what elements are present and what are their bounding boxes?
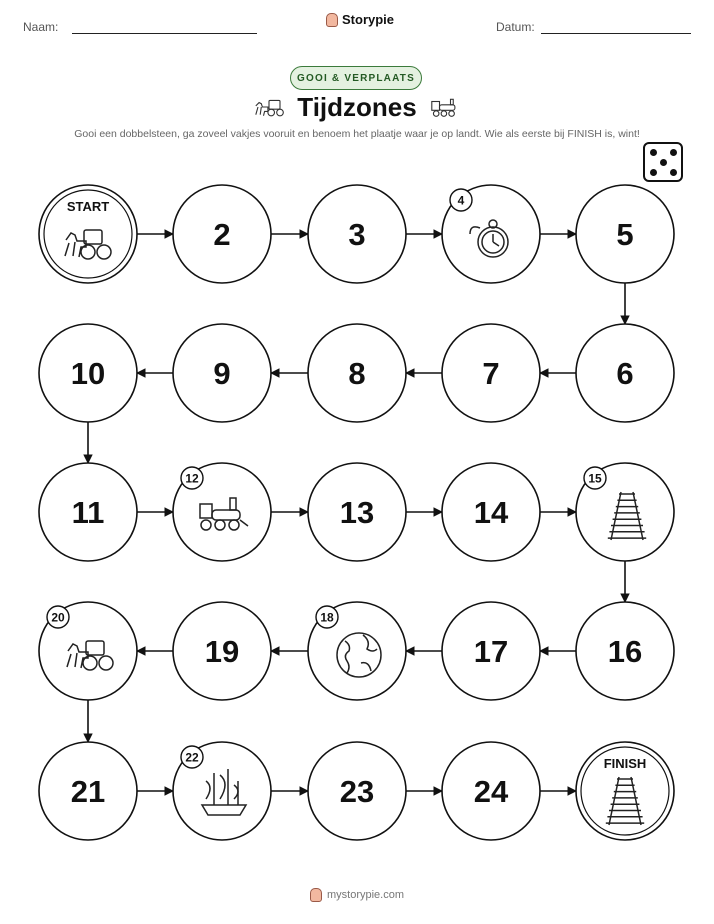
space-number: 6 <box>616 356 634 391</box>
board-space <box>308 463 406 561</box>
space-number: 24 <box>473 774 509 809</box>
footer-text: mystorypie.com <box>326 889 405 901</box>
board-space <box>308 742 406 840</box>
board-space <box>308 185 406 283</box>
space-number: 13 <box>339 495 375 530</box>
board-space <box>442 463 540 561</box>
board-space <box>576 324 674 422</box>
space-number: 7 <box>482 356 500 391</box>
space-number: 23 <box>339 774 375 809</box>
finish-space <box>576 742 674 840</box>
board-space <box>442 324 540 422</box>
space-number: 19 <box>204 634 240 669</box>
space-number-badge: 4 <box>457 193 465 208</box>
board-space <box>576 463 674 561</box>
board-space <box>39 602 137 700</box>
board-space <box>442 185 540 283</box>
board-space <box>39 324 137 422</box>
space-number: 21 <box>70 774 106 809</box>
logo-text: Storypie <box>342 12 395 27</box>
board-space <box>576 602 674 700</box>
space-number-badge: 15 <box>588 471 602 486</box>
space-number: 5 <box>616 217 634 252</box>
space-label: FINISH <box>603 756 647 771</box>
space-number: 2 <box>213 217 231 252</box>
space-number: 9 <box>213 356 231 391</box>
board-space <box>576 185 674 283</box>
board-space <box>308 602 406 700</box>
storypie-mascot-icon <box>310 888 322 902</box>
space-number: 14 <box>473 495 509 530</box>
activity-badge: GOOI & VERPLAATS <box>290 66 422 90</box>
name-label: Naam: <box>23 20 59 34</box>
space-label: START <box>66 199 110 214</box>
space-number: 17 <box>473 634 509 669</box>
board-space <box>442 742 540 840</box>
board-space <box>39 742 137 840</box>
instructions: Gooi een dobbelsteen, ga zoveel vakjes vooruit en benoem het plaatje waar je op landt. Wie als eerste bij FINISH is, wint! <box>74 128 640 140</box>
board-space <box>308 324 406 422</box>
date-label: Datum: <box>496 20 535 34</box>
board-space <box>39 463 137 561</box>
board-space <box>173 324 271 422</box>
board-space <box>173 185 271 283</box>
space-number: 11 <box>71 495 105 530</box>
board-space <box>173 742 271 840</box>
space-number-badge: 12 <box>185 471 199 486</box>
space-number: 10 <box>70 356 106 391</box>
space-number: 16 <box>607 634 643 669</box>
space-number-badge: 22 <box>185 750 199 765</box>
space-number-badge: 18 <box>320 610 334 625</box>
space-number: 3 <box>348 217 366 252</box>
board-space <box>173 602 271 700</box>
space-number-badge: 20 <box>51 610 65 625</box>
board-space <box>442 602 540 700</box>
footer <box>0 888 714 902</box>
page-title: Tijdzones <box>297 92 417 122</box>
start-space <box>39 185 137 283</box>
board-space <box>173 463 271 561</box>
space-number: 8 <box>348 356 366 391</box>
